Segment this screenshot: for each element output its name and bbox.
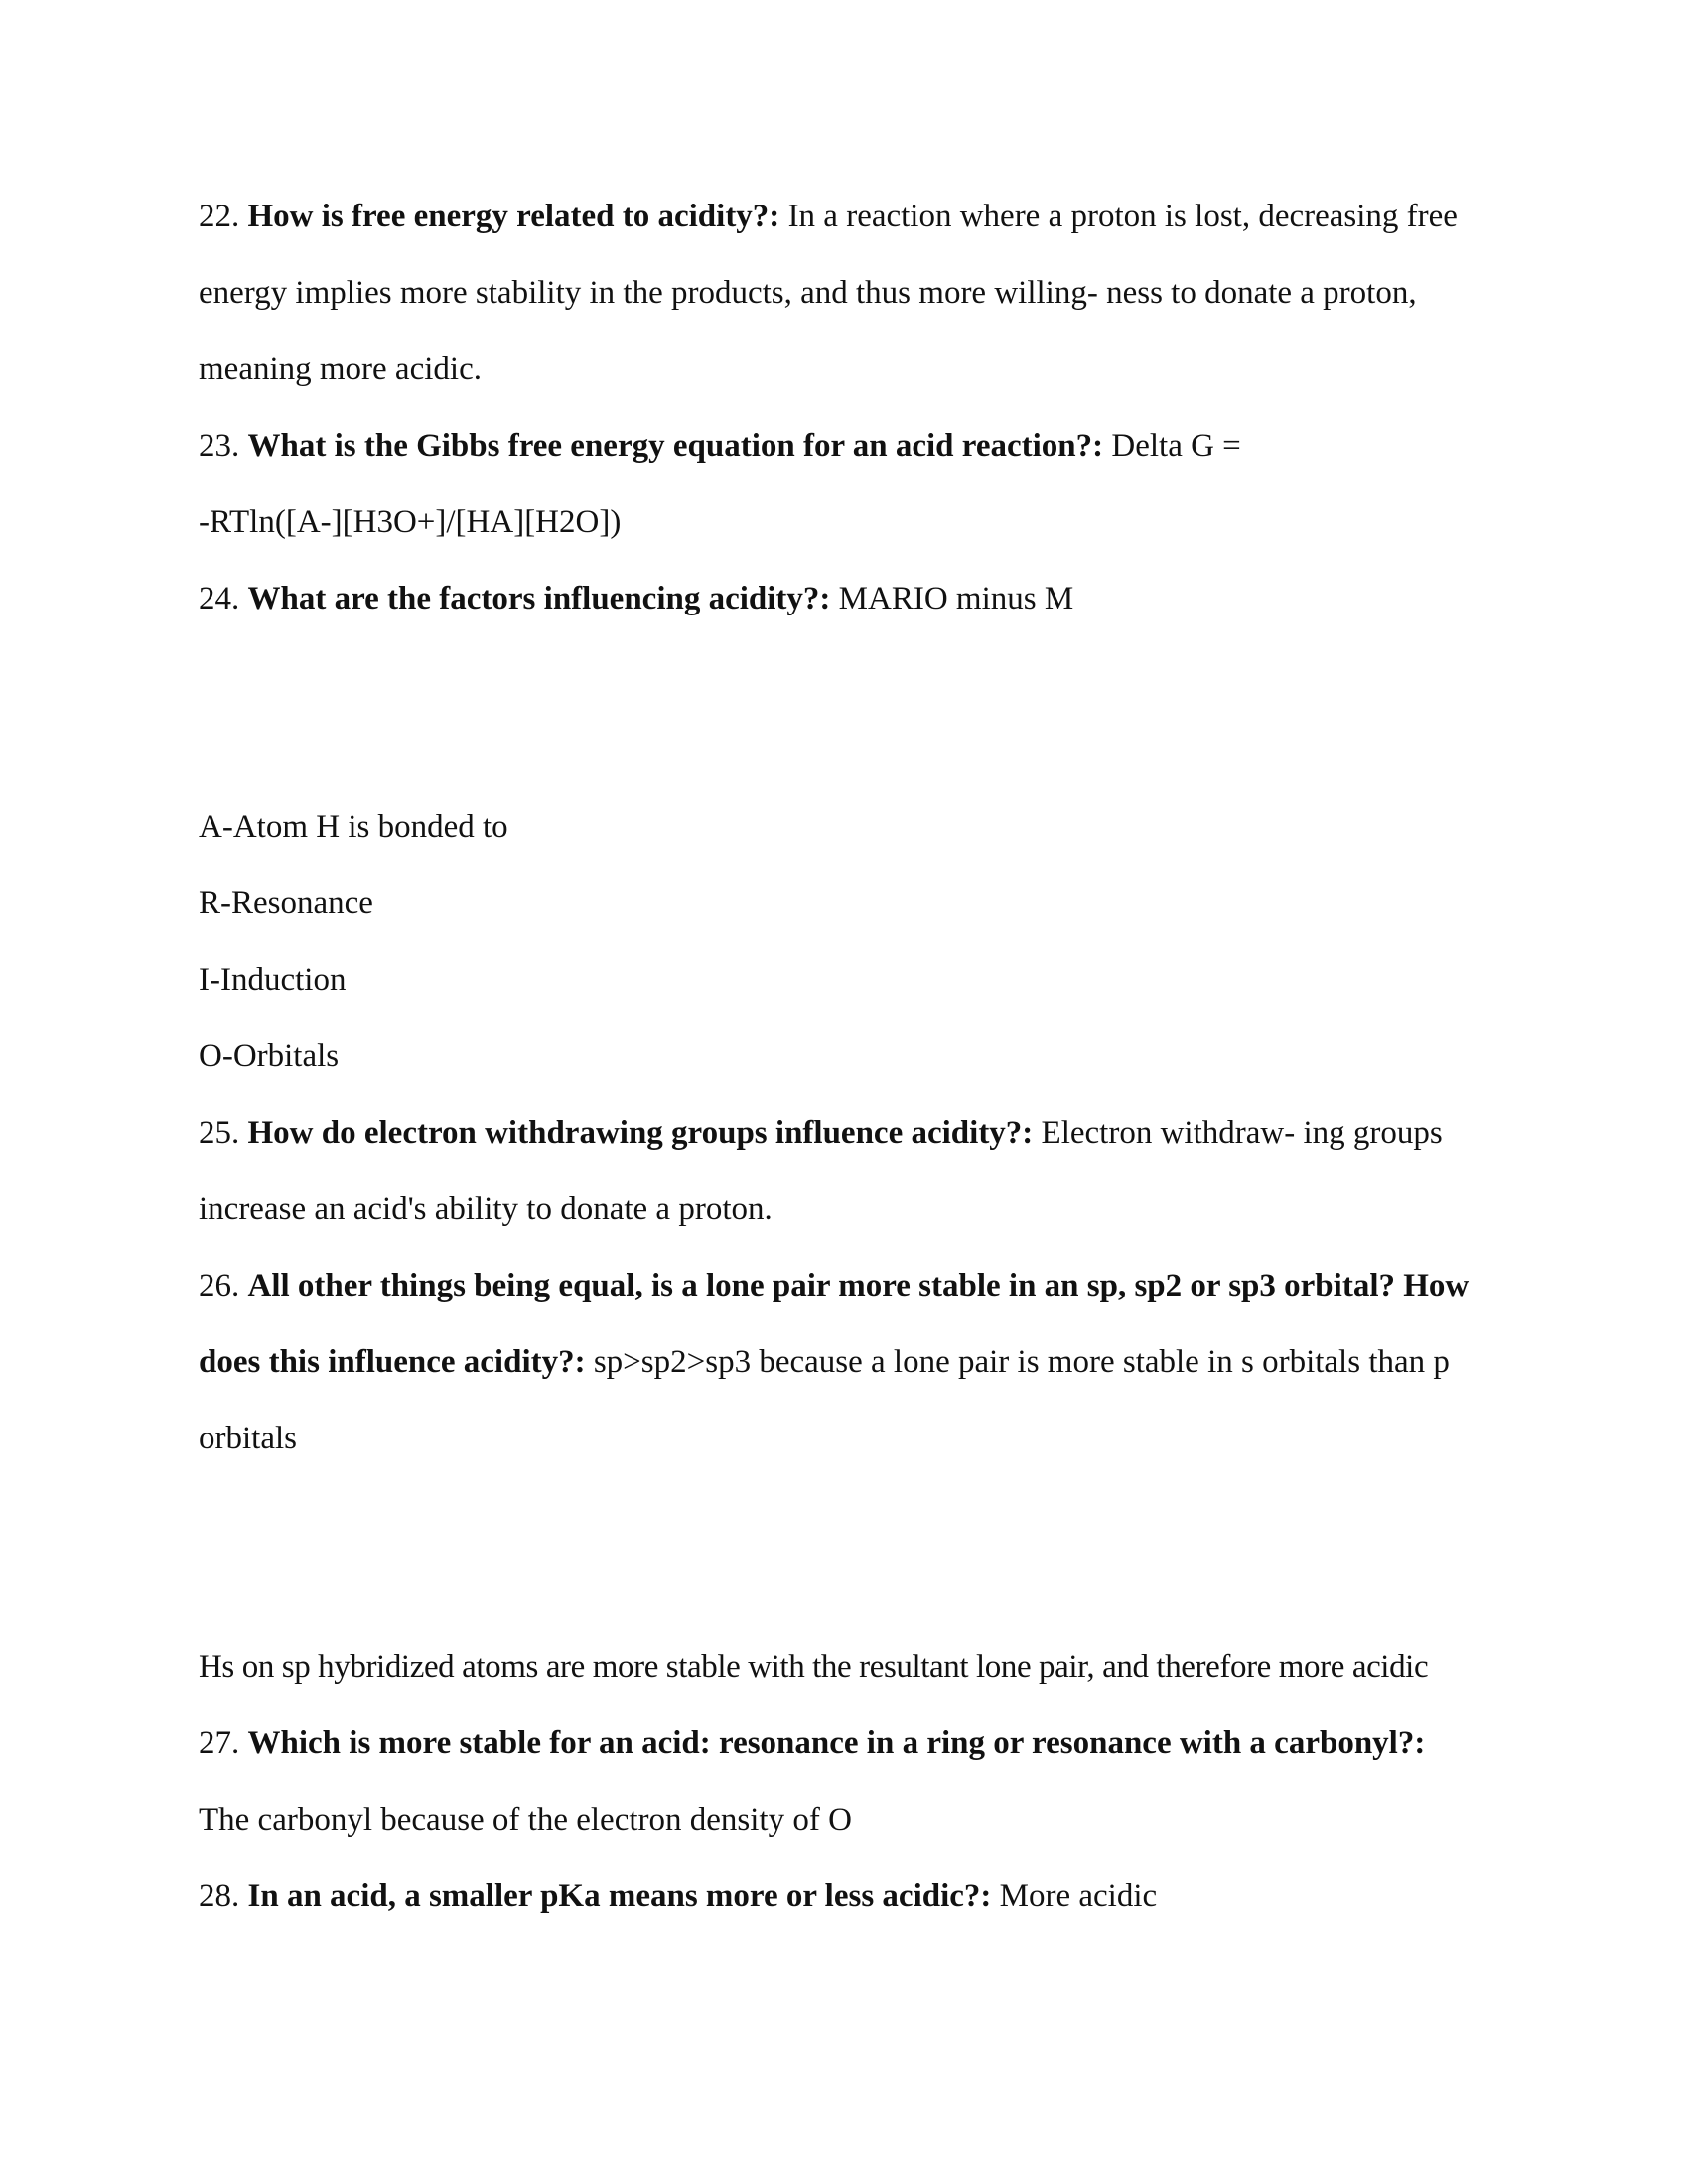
- q26-question-2: does this influence acidity?:: [199, 1344, 586, 1380]
- q24-factor-a: A-Atom H is bonded to: [199, 809, 508, 845]
- q24-factor-r: R-Resonance: [199, 886, 373, 921]
- q26-answer-3: Hs on sp hybridized atoms are more stable with the resultant lone pair, and therefore more acidic: [199, 1649, 1429, 1685]
- q22-question: How is free energy related to acidity?:: [247, 199, 780, 234]
- q22-number: 22.: [199, 199, 240, 234]
- q22-answer-1: In a reaction where a proton is lost, decreasing free: [787, 199, 1458, 234]
- q28-answer-1: More acidic: [999, 1878, 1158, 1914]
- q23-answer-1: Delta G =: [1111, 428, 1241, 464]
- q28-question: In an acid, a smaller pKa means more or less acidic?:: [247, 1878, 992, 1914]
- q28-number: 28.: [199, 1878, 240, 1914]
- q23-number: 23.: [199, 428, 240, 464]
- q28-line-1: [199, 1876, 1157, 1916]
- q25-answer-1: Electron withdraw- ing groups: [1041, 1115, 1443, 1151]
- q23-question: What is the Gibbs free energy equation for an acid reaction?:: [247, 428, 1104, 464]
- q22-answer-2: energy implies more stability in the products, and thus more willing- ness to donate a proton,: [199, 275, 1417, 311]
- q25-number: 25.: [199, 1115, 240, 1151]
- q25-answer-2: increase an acid's ability to donate a proton.: [199, 1191, 773, 1227]
- q23-line-1: [199, 426, 1241, 466]
- q25-question: How do electron withdrawing groups influence acidity?:: [247, 1115, 1034, 1151]
- q27-number: 27.: [199, 1725, 240, 1761]
- q23-answer-2: -RTln([A-][H3O+]/[HA][H2O]): [199, 504, 622, 540]
- q26-question-1: All other things being equal, is a lone pair more stable in an sp, sp2 or sp3 orbital? How: [247, 1268, 1470, 1303]
- q26-line-1: [199, 1266, 1469, 1305]
- q26-line-2: [199, 1342, 1450, 1382]
- q27-answer-1: The carbonyl because of the electron density of O: [199, 1802, 852, 1838]
- q25-line-1: [199, 1113, 1443, 1153]
- q24-line-1: [199, 579, 1073, 618]
- q24-factor-i: I-Induction: [199, 962, 347, 998]
- q27-question: Which is more stable for an acid: resonance in a ring or resonance with a carbonyl?:: [247, 1725, 1426, 1761]
- q22-line-1: [199, 197, 1458, 236]
- q22-answer-3: meaning more acidic.: [199, 351, 482, 387]
- q24-number: 24.: [199, 581, 240, 616]
- q27-line-1: [199, 1723, 1425, 1763]
- q24-factor-o: O-Orbitals: [199, 1038, 340, 1074]
- q26-number: 26.: [199, 1268, 240, 1303]
- q24-question: What are the factors influencing acidity?:: [247, 581, 831, 616]
- q26-answer-1: sp>sp2>sp3 because a lone pair is more stable in s orbitals than p: [593, 1344, 1450, 1380]
- q26-answer-2: orbitals: [199, 1421, 297, 1456]
- q24-answer-1: MARIO minus M: [838, 581, 1074, 616]
